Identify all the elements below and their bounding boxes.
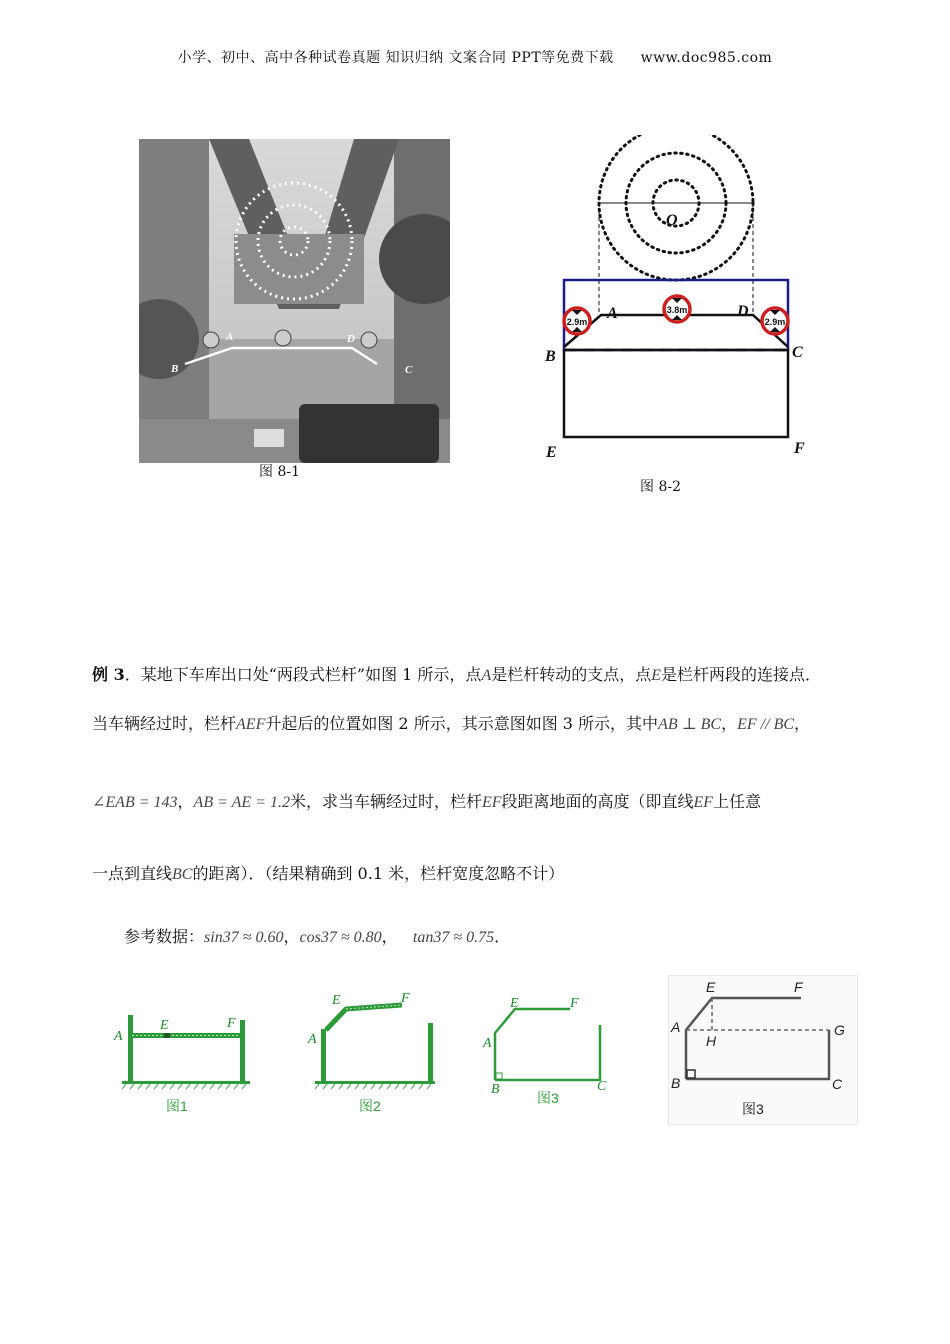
photo-label-c: C (405, 364, 413, 376)
example-title: 例 3 (92, 665, 125, 684)
photo-label-a: A (226, 331, 234, 343)
example-line-1: 例 3．某地下车库出口处“两段式栏杆”如图 1 所示，点A是栏杆转动的支点，点E是栏杆两段的连接点． (92, 665, 822, 684)
diagram-dotted-circles (599, 135, 753, 280)
label-a: A (607, 305, 618, 322)
figure-8-2-diagram (540, 135, 810, 465)
svg-text:F: F (570, 996, 579, 1011)
reference-data: 参考数据：sin37 ≈ 0.60，cos37 ≈ 0.80， tan37 ≈ 0.75． (124, 927, 511, 946)
svg-text:图1: 图1 (166, 1098, 188, 1114)
svg-text:A: A (308, 1032, 317, 1047)
label-e: E (546, 444, 557, 461)
svg-text:图3: 图3 (537, 1090, 559, 1106)
svg-text:3.8m: 3.8m (666, 305, 688, 315)
example-line-4: 一点到直线BC的距离）．（结果精确到 0.1 米，栏杆宽度忽略不计） (92, 864, 565, 883)
svg-text:A: A (671, 1019, 681, 1035)
svg-text:F: F (227, 1016, 236, 1031)
svg-text:B: B (491, 1082, 500, 1097)
svg-text:2.9m: 2.9m (764, 317, 786, 327)
svg-text:图3: 图3 (742, 1101, 764, 1117)
svg-text:E: E (706, 979, 716, 995)
figure-3-gray (668, 975, 858, 1125)
svg-text:A: A (114, 1029, 123, 1044)
figure-1 (113, 1015, 250, 1114)
page-header (0, 47, 950, 67)
svg-text:2.9m: 2.9m (566, 317, 588, 327)
svg-text:F: F (794, 979, 803, 995)
svg-text:C: C (832, 1076, 843, 1092)
svg-text:A: A (483, 1036, 492, 1051)
figure-8-1-caption: 图 8-1 (259, 464, 300, 480)
svg-text:C: C (597, 1079, 607, 1094)
svg-text:H: H (706, 1033, 717, 1049)
photo-label-d: D (347, 333, 355, 345)
photo-label-b: B (171, 363, 179, 375)
label-f: F (794, 440, 805, 457)
rectangle-bcfe (564, 350, 788, 437)
svg-text:B: B (671, 1075, 681, 1091)
svg-text:G: G (834, 1022, 845, 1038)
example-line-2: 当车辆经过时，栏杆AEF升起后的位置如图 2 所示，其示意图如图 3 所示，其中AB ⊥ BC，EF // BC， (92, 714, 811, 733)
figure-8-1-photo (139, 139, 450, 463)
label-d: D (737, 303, 749, 320)
svg-text:F: F (401, 991, 410, 1006)
svg-text:E: E (160, 1018, 169, 1033)
header-text: 小学、初中、高中各种试卷真题 知识归纳 文案合同 PPT等免费下载 (177, 50, 614, 66)
svg-text:E: E (332, 993, 341, 1008)
sign-left (564, 308, 590, 334)
svg-text:E: E (510, 996, 519, 1011)
label-c: C (792, 344, 803, 361)
sign-right (762, 308, 788, 334)
figure-2 (307, 991, 435, 1114)
label-b: B (545, 348, 556, 365)
svg-text:图2: 图2 (359, 1098, 381, 1114)
header-url: www.doc985.com (640, 50, 773, 66)
label-o: O (666, 212, 678, 229)
figure-8-2-caption: 图 8-2 (640, 479, 681, 495)
figure-3-green (482, 996, 607, 1106)
sign-middle (664, 296, 690, 322)
car (299, 404, 439, 463)
example-line-3: ∠EAB = 143，AB = AE = 1.2米，求当车辆经过时，栏杆EF段距离地面的高度（即直线EF上任意 (92, 792, 762, 811)
bottom-figures (110, 985, 670, 1115)
